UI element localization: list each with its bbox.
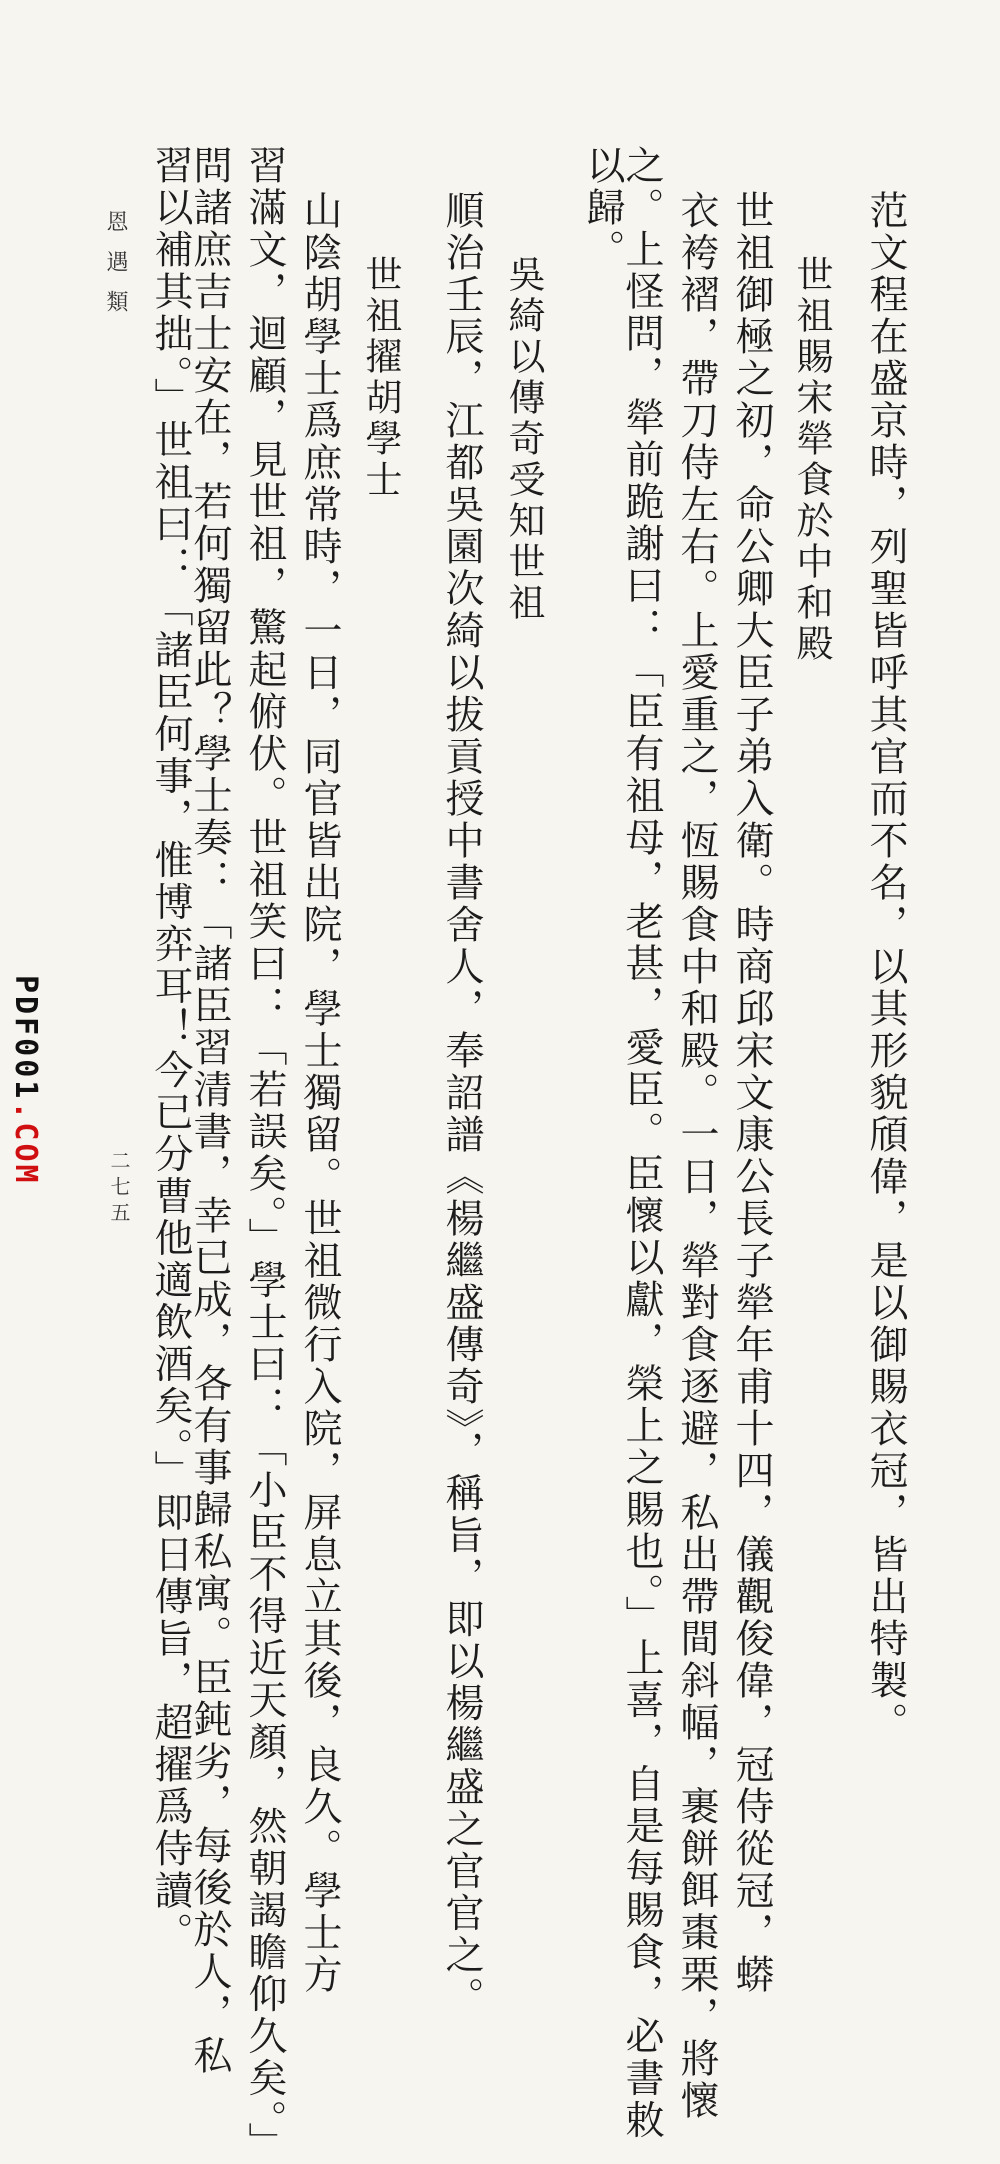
text-column-13: 習以補其拙。」世祖曰：「諸臣何事，惟博弈耳！今已分曹他適飲酒矣。」即日傳旨，超擢爲侍讀。 (148, 145, 193, 1954)
watermark-text-main: PDF001 (8, 975, 43, 1102)
section-heading-hu-xueshi: 世祖擢胡學士 (359, 255, 402, 501)
text-column-8: 順治壬辰，江都吳園次綺以拔貢授中書舍人，奉詔譜《楊繼盛傳奇》，稱旨，即以楊繼盛之官官之。 (439, 190, 484, 2019)
section-heading-song-luo: 世祖賜宋犖食於中和殿 (790, 255, 833, 665)
running-head: 恩遇類 (103, 210, 128, 330)
text-column-11: 習滿文，迴顧，見世祖，驚起俯伏。世祖笑曰：「若誤矣。」學士曰：「小臣不得近天顏，然朝謁瞻仰久矣。」 (242, 145, 287, 2164)
watermark-text-domain: .COM (8, 1101, 43, 1186)
text-column-1: 范文程在盛京時，列聖皆呼其官而不名，以其形貌頎偉，是以御賜衣冠，皆出特製。 (863, 190, 908, 1744)
text-column-4: 衣袴褶，帶刀侍左右。上愛重之，恆賜食中和殿。一日，犖對食逐避，私出帶間斜幅，裹餅餌棗栗，將懷 (674, 190, 719, 2122)
text-column-6: 以歸。 (580, 145, 625, 271)
text-column-10: 山陰胡學士爲庶常時，一日，同官皆出院，學士獨留。世祖微行入院，屏息立其後，良久。學士方 (297, 190, 342, 1996)
section-heading-wu-qi: 吳綺以傳奇受知世祖 (502, 255, 545, 624)
text-column-12: 問諸庶吉士安在，若何獨留此？學士奏：「諸臣習清書，幸已成，各有事歸私寓。臣鈍劣，每後於人，私 (187, 145, 232, 2077)
watermark-logo (8, 975, 43, 1186)
text-column-3: 世祖御極之初，命公卿大臣子弟入衛。時商邱宋文康公長子犖年甫十四，儀觀俊偉，冠侍從冠，蟒 (729, 190, 774, 1996)
page-number: 二七五 (107, 1150, 131, 1228)
text-column-5: 之。上怪問，犖前跪謝曰：「臣有祖母，老甚，愛臣。臣懷以獻，榮上之賜也。」上喜，自是每賜食，必書敕 (619, 145, 664, 2142)
